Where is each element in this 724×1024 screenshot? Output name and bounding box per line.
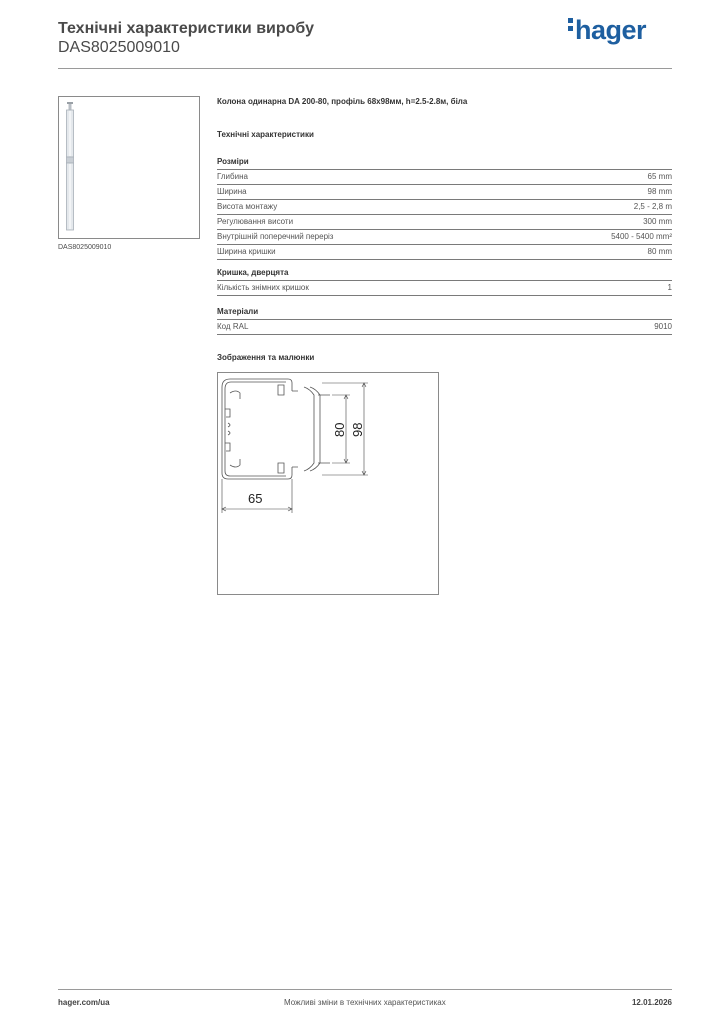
spec-value: 2,5 - 2,8 m: [633, 202, 672, 211]
spec-group-title: Кришка, дверцята: [217, 266, 672, 281]
spec-label: Код RAL: [217, 322, 249, 331]
spec-group-title: Матеріали: [217, 305, 672, 320]
spec-row: [217, 320, 672, 335]
spec-label: Кількість знімних кришок: [217, 283, 309, 292]
footer-website[interactable]: hager.com/ua: [58, 998, 110, 1007]
spec-label: Висота монтажу: [217, 202, 278, 211]
hager-logo: [568, 15, 646, 46]
technical-drawing: [217, 372, 439, 595]
spec-row: [217, 245, 672, 260]
spec-value: 80 mm: [647, 247, 672, 256]
footer-disclaimer: Можливі зміни в технічних характеристиках: [284, 998, 446, 1007]
product-code: DAS8025009010: [58, 39, 180, 56]
spec-label: Регулювання висоти: [217, 217, 294, 226]
spec-row: [217, 230, 672, 245]
specs-section-title: Технічні характеристики: [217, 130, 314, 139]
footer-date: 12.01.2026: [631, 998, 672, 1007]
spec-value: 1: [667, 283, 672, 292]
spec-row: [217, 200, 672, 215]
spec-value: 9010: [654, 322, 672, 331]
spec-row: [217, 185, 672, 200]
spec-group-title: Розміри: [217, 155, 672, 170]
dimension-cover-label: 80: [332, 422, 347, 437]
logo-text: hager: [575, 15, 647, 45]
spec-value: 5400 - 5400 mm²: [611, 232, 672, 241]
dimension-depth-label: 65: [248, 491, 263, 506]
spec-row: [217, 215, 672, 230]
header-divider: [58, 68, 672, 69]
column-illustration-icon: [59, 97, 199, 238]
page-title: Технічні характеристики виробу: [58, 20, 314, 37]
drawings-section-title: Зображення та малюнки: [217, 353, 315, 362]
spec-label: Ширина: [217, 187, 247, 196]
footer-divider: [58, 989, 672, 990]
spec-group-materials: [217, 305, 672, 335]
spec-label: Внутрішній поперечний переріз: [217, 232, 334, 241]
spec-row: [217, 281, 672, 296]
product-image-caption: DAS8025009010: [58, 244, 112, 251]
spec-value: 300 mm: [643, 217, 672, 226]
profile-cross-section-icon: [218, 373, 438, 594]
dimension-width-label: 98: [350, 422, 365, 437]
product-name: Колона одинарна DA 200-80, профіль 68х98мм, h=2.5-2.8м, біла: [217, 97, 468, 106]
spec-label: Глибина: [217, 172, 248, 181]
spec-label: Ширина кришки: [217, 247, 276, 256]
spec-group-cover: [217, 266, 672, 296]
spec-row: [217, 170, 672, 185]
spec-value: 65 mm: [647, 172, 672, 181]
spec-group-dimensions: [217, 155, 672, 260]
product-image: [58, 96, 200, 239]
spec-value: 98 mm: [647, 187, 672, 196]
logo-dots-icon: [568, 18, 573, 34]
